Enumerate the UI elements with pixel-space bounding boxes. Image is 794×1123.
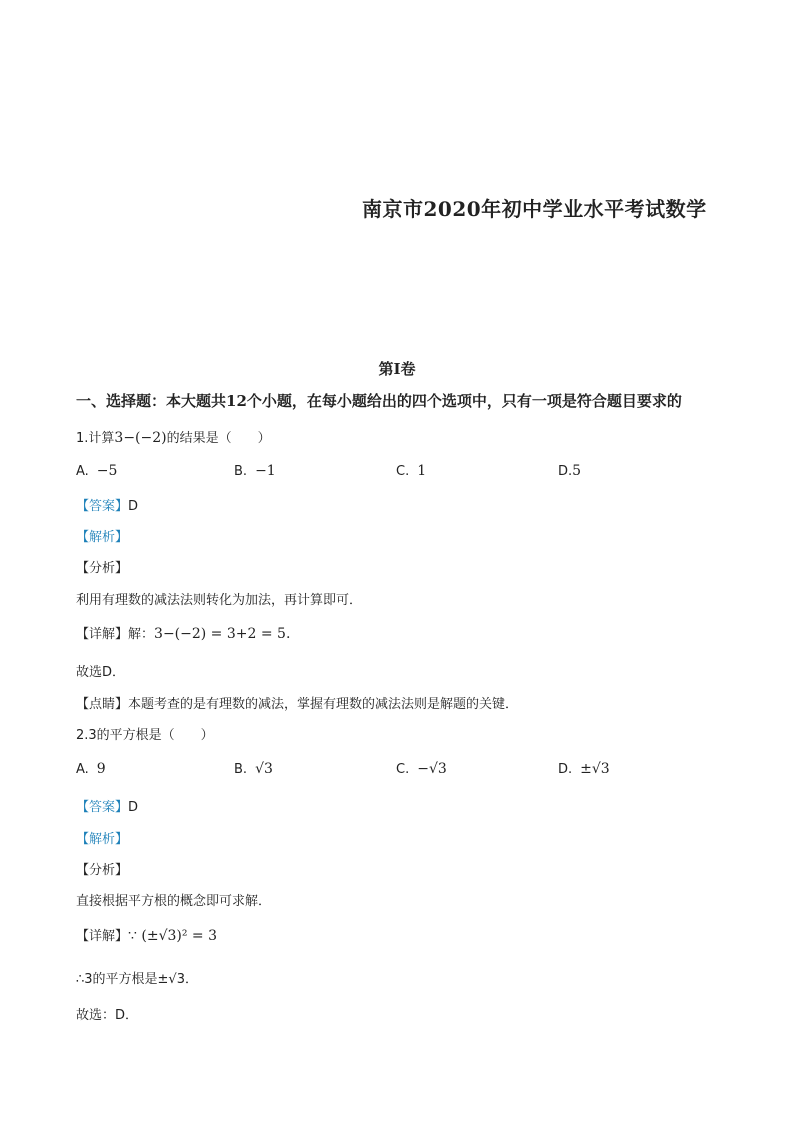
answer-value: D [128, 499, 139, 514]
detail-tag: 【详解】 [76, 627, 129, 642]
option-value: −5 [96, 463, 118, 479]
question-2-option-d [558, 761, 610, 777]
option-value: 5 [572, 463, 582, 479]
question-1-choice: 故选D． [76, 665, 126, 680]
option-value: 9 [96, 761, 106, 777]
detail-expression: ∵ (±√3)² = 3 [128, 928, 218, 944]
comment-tag: 【点睛】 [76, 697, 129, 712]
option-value: −√3 [417, 761, 447, 777]
question-1-analysis-tag: 【分析】 [76, 561, 129, 576]
detail-expression: 3−(−2) = 3+2 = 5. [154, 626, 291, 642]
question-1-suffix: 的结果是（ ） [166, 431, 271, 446]
question-1-option-d [558, 463, 581, 479]
detail-tag: 【详解】 [76, 929, 129, 944]
question-2-answer [76, 796, 138, 815]
question-1-option-b [234, 463, 276, 479]
question-1-stem [76, 427, 271, 446]
detail-prefix: 解： [128, 627, 155, 642]
comment-text: 本题考查的是有理数的减法，掌握有理数的减法法则是解题的关键． [128, 697, 519, 712]
option-label: A. [76, 762, 89, 777]
option-label: C. [396, 464, 410, 479]
question-1-expression: 3−(−2) [114, 430, 167, 446]
question-2-conclusion: ∴3的平方根是±√3． [76, 972, 198, 987]
question-2-analysis: 直接根据平方根的概念即可求解． [76, 894, 272, 909]
question-2-choice: 故选：D． [76, 1008, 139, 1023]
question-1-prefix: 1.计算 [76, 431, 115, 446]
section-title: 第Ⅰ卷 [378, 360, 416, 378]
question-1-analysis: 利用有理数的减法法则转化为加法，再计算即可． [76, 593, 363, 608]
question-2-option-a [76, 761, 106, 777]
answer-value: D [128, 800, 139, 815]
question-1-detail [76, 623, 290, 642]
question-2-jiexi: 【解析】 [76, 832, 129, 847]
question-1-option-a [76, 463, 117, 479]
question-2-analysis-tag: 【分析】 [76, 863, 129, 878]
option-value: −1 [255, 463, 276, 479]
question-2-stem: 2.3的平方根是（ ） [76, 728, 214, 743]
question-2-option-c [396, 761, 447, 777]
question-2-option-b [234, 761, 273, 777]
question-1-option-c [396, 463, 426, 479]
question-1-jiexi: 【解析】 [76, 530, 129, 545]
question-1-comment [76, 693, 518, 712]
option-label: C. [396, 762, 410, 777]
option-value: √3 [255, 761, 273, 777]
section-instructions: 一、选择题：本大题共12个小题，在每小题给出的四个选项中，只有一项是符合题目要求的 [76, 392, 682, 410]
option-label: D. [558, 762, 573, 777]
document-title: 南京市2020年初中学业水平考试数学 [362, 197, 707, 221]
option-label: B. [234, 762, 248, 777]
option-label: A. [76, 464, 89, 479]
answer-tag: 【答案】 [76, 499, 129, 514]
option-value: ±√3 [580, 761, 610, 777]
question-1-answer [76, 495, 138, 514]
answer-tag: 【答案】 [76, 800, 129, 815]
option-label: D. [558, 464, 573, 479]
option-label: B. [234, 464, 248, 479]
question-2-detail [76, 925, 217, 944]
option-value: 1 [417, 463, 427, 479]
